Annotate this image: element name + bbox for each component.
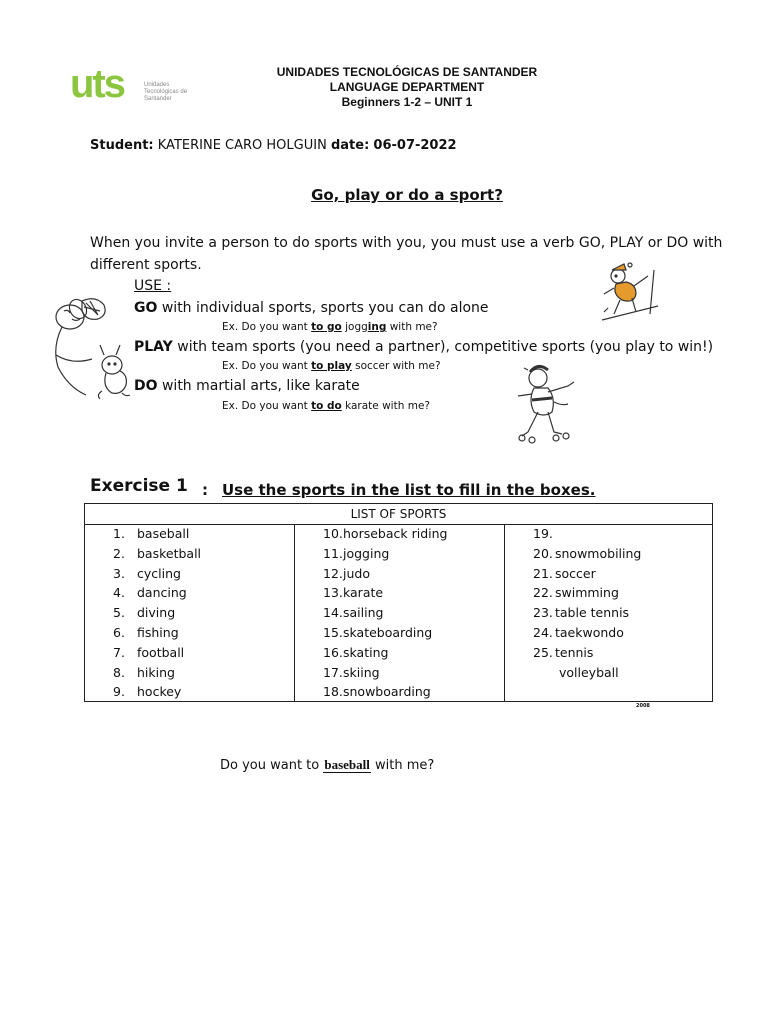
date-value: 06-07-2022 xyxy=(373,138,457,153)
sport-name: table tennis xyxy=(555,605,630,621)
item-number: 25. xyxy=(533,644,553,660)
column-divider xyxy=(294,524,295,701)
sport-name: hiking xyxy=(137,664,175,680)
item-number: 2. xyxy=(113,545,125,561)
date-label: date: xyxy=(330,138,370,153)
item-number: 4. xyxy=(113,585,125,601)
page-title: Go, play or do a sport? xyxy=(311,186,503,204)
example-verb: to go xyxy=(311,321,342,333)
intro-line-1: When you invite a person to do sports with you, you must use a verb GO, PLAY or DO with xyxy=(90,235,723,251)
example-verb: to do xyxy=(311,400,342,412)
item-number: 13. xyxy=(323,585,343,601)
skier-illustration xyxy=(598,262,662,324)
item-number: 7. xyxy=(113,644,125,660)
sport-name: dancing xyxy=(137,585,187,601)
rule-play xyxy=(134,339,713,355)
sport-name: karate xyxy=(343,585,384,601)
sport-name: fishing xyxy=(137,625,179,640)
example-text: jogg xyxy=(341,321,368,333)
item-number: 19. xyxy=(533,526,553,541)
use-label: USE : xyxy=(134,278,172,294)
item-number: 17. xyxy=(323,664,343,680)
institution-name: UNIDADES TECNOLÓGICAS DE SANTANDER xyxy=(276,65,538,79)
sport-name: judo xyxy=(343,565,370,581)
item-number: 23. xyxy=(533,605,553,621)
logo-text: uts xyxy=(70,62,124,106)
student-name: KATERINE CARO HOLGUIN xyxy=(157,138,327,153)
example-verb: to play xyxy=(311,360,352,372)
student-label: Student: xyxy=(90,138,154,153)
sport-name: sailing xyxy=(343,605,384,621)
example-prefix: Ex. Do you want xyxy=(222,360,312,372)
rule-verb: DO xyxy=(134,378,158,394)
sport-name: football xyxy=(137,644,185,660)
sport-name: skating xyxy=(343,644,389,660)
course-level: Beginners 1-2 – UNIT 1 xyxy=(341,95,473,109)
sports-list-table xyxy=(84,503,713,702)
column-divider xyxy=(504,524,505,701)
sport-name: snowboarding xyxy=(343,684,431,700)
item-number: 22. xyxy=(533,585,553,601)
sport-name: diving xyxy=(137,605,176,621)
sport-name: hockey xyxy=(137,684,182,700)
sport-name: tennis xyxy=(555,644,594,660)
example-prefix: Ex. Do you want xyxy=(222,400,312,412)
sport-name: basketball xyxy=(137,545,202,561)
table-footnote: 2008 xyxy=(636,703,650,709)
item-number: 10. xyxy=(323,526,343,541)
rule-go xyxy=(134,300,489,316)
sport-name: horseback riding xyxy=(343,526,448,541)
example-end: with me? xyxy=(386,321,438,333)
intro-line-2: different sports. xyxy=(90,257,202,273)
item-number: 24. xyxy=(533,625,553,640)
rule-text: with team sports (you need a partner), competitive sports (you play to win!) xyxy=(172,339,714,355)
exercise-instruction: Use the sports in the list to fill in the boxes. xyxy=(222,481,596,499)
example-text: karate with me? xyxy=(341,400,430,412)
item-number: 1. xyxy=(113,526,125,541)
item-number: 15. xyxy=(323,625,343,640)
example-go xyxy=(222,321,438,333)
rule-text: with martial arts, like karate xyxy=(157,378,360,394)
item-number: 14. xyxy=(323,605,343,621)
item-number: 12. xyxy=(323,565,343,581)
sport-name: skiing xyxy=(343,664,380,680)
sport-name: snowmobiling xyxy=(555,545,642,561)
example-prefix: Ex. Do you want xyxy=(222,321,312,333)
item-number: 5. xyxy=(113,605,125,621)
rule-verb: GO xyxy=(134,300,158,316)
logo-subtitle: Unidades Tecnológicas de Santander xyxy=(144,82,188,102)
sport-name: swimming xyxy=(555,585,619,601)
sport-name: baseball xyxy=(137,526,190,541)
practice-sentence xyxy=(220,757,434,773)
tennis-animals-illustration xyxy=(42,295,134,405)
item-number: 20. xyxy=(533,545,553,561)
item-number: 16. xyxy=(323,644,343,660)
sport-name: jogging xyxy=(343,545,390,561)
student-line xyxy=(90,138,457,153)
example-text: soccer with me? xyxy=(351,360,441,372)
item-number: 8. xyxy=(113,664,125,680)
sport-name: skateboarding xyxy=(343,625,433,640)
sport-name: cycling xyxy=(137,565,181,581)
rule-text: with individual sports, sports you can do alone xyxy=(157,300,489,316)
sport-name: taekwondo xyxy=(555,625,624,640)
answer-blank[interactable]: baseball xyxy=(324,757,370,772)
item-number: 21. xyxy=(533,565,553,581)
sport-name: volleyball xyxy=(559,664,619,680)
rule-do xyxy=(134,378,360,394)
sentence-prefix: Do you want to xyxy=(220,758,324,773)
example-do xyxy=(222,400,430,412)
item-number: 3. xyxy=(113,565,125,581)
table-title: LIST OF SPORTS xyxy=(85,504,712,525)
karate-illustration xyxy=(512,364,578,444)
rule-verb: PLAY xyxy=(134,339,173,355)
exercise-label: Exercise 1 xyxy=(90,476,188,496)
sentence-suffix: with me? xyxy=(370,758,435,773)
department-name: LANGUAGE DEPARTMENT xyxy=(329,80,485,94)
uts-logo xyxy=(70,44,192,106)
example-play xyxy=(222,360,441,372)
item-number: 18. xyxy=(323,684,343,700)
item-number: 9. xyxy=(113,684,125,700)
item-number: 6. xyxy=(113,625,125,640)
item-number: 11. xyxy=(323,545,343,561)
sport-name: soccer xyxy=(555,565,596,581)
exercise-colon: : xyxy=(202,481,208,499)
example-suffix-highlight: ing xyxy=(367,321,387,333)
